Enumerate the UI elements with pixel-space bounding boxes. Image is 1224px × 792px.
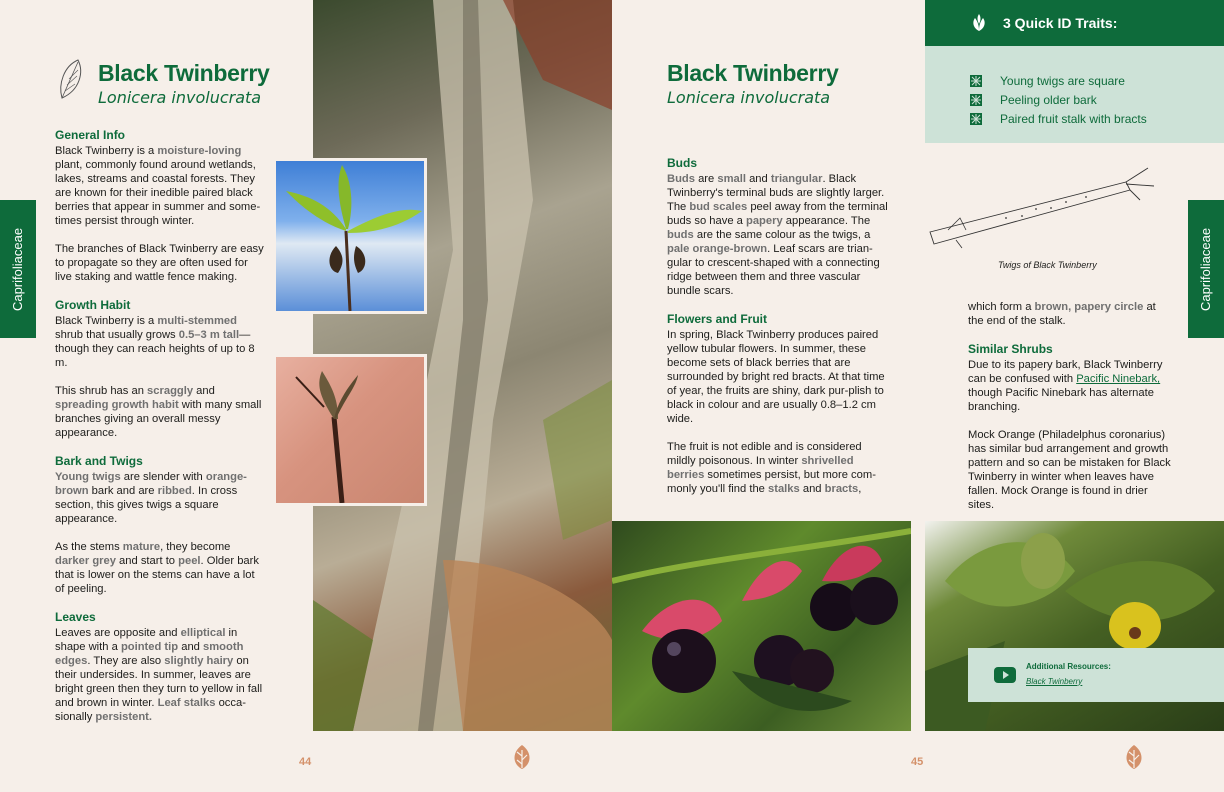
flowers-fruit-p1: In spring, Black Twinberry produces paired yellow tubular flowers. In summer, these become sets of black berries that are surrounded by bright red bracts. At that time of year, the fruits are shiny, dark pur-plish to black in colour and are usually 0.8–1.2 cm wide.: [667, 329, 885, 425]
trait-item: Paired fruit stalk with bracts: [970, 112, 1224, 126]
page-title: Black Twinberry: [667, 60, 839, 86]
trait-item: Young twigs are square: [970, 74, 1224, 88]
bark-twigs-p1: Young twigs are slender with orange-brown bark and are ribbed. In cross section, this gives twigs a square appearance.: [55, 471, 247, 525]
black-twinberry-resource-link[interactable]: Black Twinberry: [1026, 676, 1083, 686]
leaves-heading: Leaves: [55, 610, 96, 624]
growth-habit-heading: Growth Habit: [55, 298, 131, 312]
leaf-badge-icon: [1122, 744, 1146, 770]
bud-leaves-photo: [273, 158, 427, 314]
terminal-bud-photo: [273, 354, 427, 506]
bud-bullet-icon: [970, 75, 982, 87]
quick-id-heading: 3 Quick ID Traits:: [1003, 15, 1118, 31]
quick-id-header: [925, 0, 1224, 46]
similar-shrubs-heading: Similar Shrubs: [968, 342, 1053, 356]
page-title: Black Twinberry: [98, 60, 270, 86]
bark-twigs-p2: As the stems mature, they become darker grey and start to peel. Older bark that is lower on the stems can have a lot of peeling.: [55, 541, 259, 595]
leaves-p1: Leaves are opposite and elliptical in shape with a pointed tip and smooth edges. They are also slightly hairy on their undersides. In summer, leaves are bright green then they turn to yellow in fall and brown in winter. Leaf stalks occa-sionally persistent.: [55, 627, 263, 723]
bud-bullet-icon: [970, 94, 982, 106]
bark-twigs-heading: Bark and Twigs: [55, 454, 143, 468]
resources-heading: Additional Resources:: [1026, 661, 1111, 671]
leaf-outline-icon: [56, 58, 86, 100]
quick-id-panel: [925, 46, 1224, 143]
similar-shrubs-p1: Due to its papery bark, Black Twinberry can be confused with Pacific Ninebark, though Pacific Ninebark has alternate branching.: [968, 359, 1163, 413]
scientific-name: Lonicera involucrata: [98, 88, 262, 107]
right-text-column: [667, 156, 889, 510]
family-tab: [0, 200, 36, 338]
trait-item: Peeling older bark: [970, 93, 1224, 107]
buds-p1: Buds are small and triangular. Black Twinberry's terminal buds are slightly larger. The bud scales peel away from the terminal buds so have a papery appearance. The buds are the same colour as the twigs, a pale orange-brown. Leaf scars are trian-gular to crescent-shaped with a connecting ridge between them and three vascular bundle scars.: [667, 173, 888, 297]
family-tab-label: Caprifoliaceae: [10, 227, 26, 311]
berries-photo: [612, 521, 911, 731]
bud-bullet-icon: [970, 113, 982, 125]
youtube-play-icon[interactable]: [994, 667, 1016, 683]
flowers-fruit-heading: Flowers and Fruit: [667, 312, 768, 326]
right-page: [612, 0, 1224, 792]
twig-caption: Twigs of Black Twinberry: [998, 260, 1097, 270]
growth-habit-p1: Black Twinberry is a multi-stemmed shrub that usually grows 0.5–3 m tall—though they can reach heights of up to 8 m.: [55, 315, 255, 369]
leaves-cluster-icon: [969, 14, 989, 32]
page-number: 44: [299, 756, 312, 768]
resources-box: [968, 648, 1224, 702]
continuation-text: which form a brown, papery circle at the end of the stalk.: [968, 301, 1156, 327]
leaf-badge-icon: [510, 744, 534, 770]
twig-illustration: [926, 160, 1156, 255]
buds-heading: Buds: [667, 156, 697, 170]
general-info-p1: Black Twinberry is a moisture-loving plant, commonly found around wetlands, lakes, streams and coastal forests. They are known for their inedible paired black berries that appear in summer and some-times persist through winter.: [55, 145, 261, 227]
scientific-name: Lonicera involucrata: [667, 88, 831, 107]
right-second-column: [968, 300, 1172, 526]
pacific-ninebark-link[interactable]: Pacific Ninebark,: [1076, 373, 1161, 385]
left-text-column: [55, 128, 267, 738]
page-number: 45: [911, 756, 924, 768]
family-tab-label: Caprifoliaceae: [1198, 227, 1214, 311]
family-tab: [1188, 200, 1224, 338]
general-info-p2: The branches of Black Twinberry are easy to propagate so they are often used for live staking and wattle fence making.: [55, 243, 264, 283]
growth-habit-p2: This shrub has an scraggly and spreading growth habit with many small branches giving an overall messy appearance.: [55, 385, 262, 439]
general-info-heading: General Info: [55, 128, 126, 142]
flowers-fruit-p2: The fruit is not edible and is considered mildly poisonous. In winter shrivelled berries sometimes persist, but more com-monly you'll find the stalks and bracts,: [667, 441, 876, 495]
similar-shrubs-p2: Mock Orange (Philadelphus coronarius) has similar bud arrangement and growth pattern and so can be mistaken for Black Twinberry in winter when leaves have fallen. Mock Orange is found in drier sites.: [968, 429, 1171, 511]
